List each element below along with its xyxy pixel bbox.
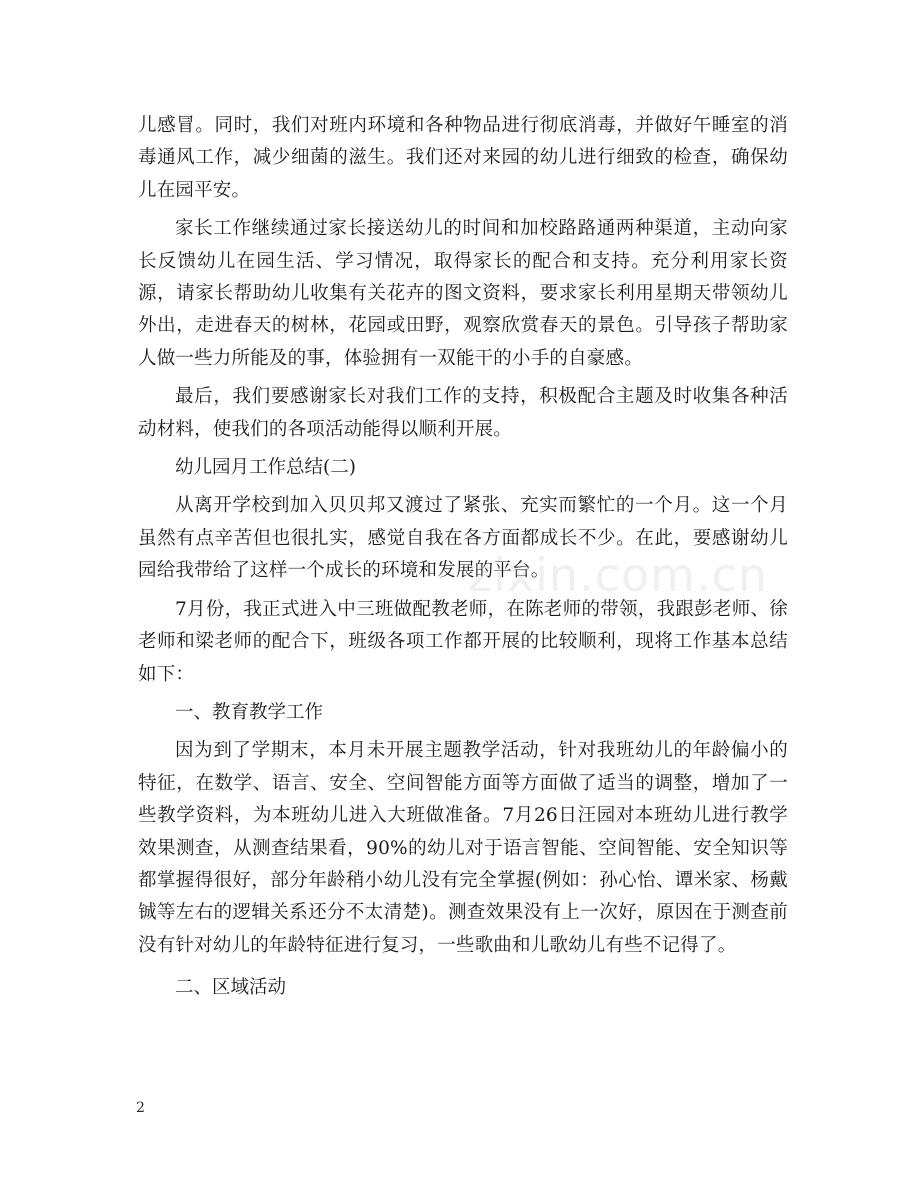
document-body bbox=[138, 110, 788, 1005]
paragraph-continuation: 儿感冒。同时，我们对班内环境和各种物品进行彻底消毒，并做好午睡室的消毒通风工作，减少细菌的滋生。我们还对来园的幼儿进行细致的检查，确保幼儿在园平安。 bbox=[138, 115, 788, 201]
paragraph-parent-work: 家长工作继续通过家长接送幼儿的时间和加校路路通两种渠道，主动向家长反馈幼儿在园生活、学习情况，取得家长的配合和支持。充分利用家长资源，请家长帮助幼儿收集有关花卉的图文资料，要求家长利用星期天带领幼儿外出，走进春天的树林，花园或田野，观察欣赏春天的景色。引导孩子帮助家人做一些力所能及的事，体验拥有一双能干的小手的自豪感。 bbox=[138, 218, 788, 369]
heading-teaching: 一、教育教学工作 bbox=[175, 701, 324, 723]
section-title: 幼儿园月工作总结(二) bbox=[175, 457, 356, 479]
watermark: zixin.com.cn bbox=[468, 548, 769, 602]
paragraph-july: 7月份，我正式进入中三班做配教老师，在陈老师的带领，我跟彭老师、徐老师和梁老师的配合下，班级各项工作都开展的比较顺利，现将工作基本总结如下： bbox=[138, 598, 788, 685]
page-number: 2 bbox=[136, 1100, 145, 1116]
paragraph-thanks: 最后，我们要感谢家长对我们工作的支持，积极配合主题及时收集各种活动材料，使我们的各项活动能得以顺利开展。 bbox=[138, 386, 788, 440]
paragraph-intro: 从离开学校到加入贝贝邦又渡过了紧张、充实而繁忙的一个月。这一个月虽然有点辛苦但也很扎实，感觉自我在各方面都成长不少。在此，要感谢幼儿园给我带给了这样一个成长的环境和发展的平台。 bbox=[138, 495, 788, 582]
heading-area-activities: 二、区域活动 bbox=[175, 977, 287, 999]
paragraph-teaching: 因为到了学期末，本月未开展主题教学活动，针对我班幼儿的年龄偏小的特征，在数学、语言、安全、空间智能方面等方面做了适当的调整，增加了一些教学资料，为本班幼儿进入大班做准备。7月26日汪园对本班幼儿进行教学效果测查，从测查结果看，90%的幼儿对于语言智能、空间智能、安全知识等都掌握得很好，部分年龄稍小幼儿没有完全掌握(例如：孙心怡、谭米家、杨戴铖等左右的逻辑关系还分不太清楚)。测查效果没有上一次好，原因在于测查前没有针对幼儿的年龄特征进行复习，一些歌曲和儿歌幼儿有些不记得了。 bbox=[138, 740, 788, 956]
